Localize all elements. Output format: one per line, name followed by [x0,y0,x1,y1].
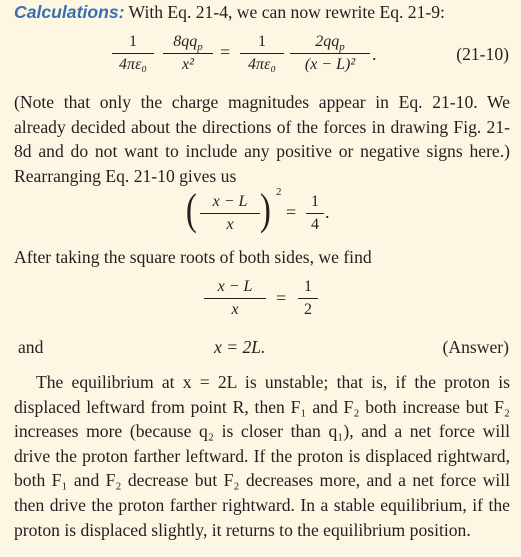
eq1-frac-1-den: 4πε₀ [119,56,147,73]
eq1-period: . [372,44,377,64]
eq3-frac [204,277,266,320]
eq1-frac-4-num: $2qq_p$ [290,32,370,54]
eq1-equals: = [220,42,231,62]
eq1-frac-4 [290,32,370,75]
calculations-heading: Calculations: [14,2,125,22]
eq3-frac-num: x − L [204,277,266,299]
eq1-frac-3-num: 1 [240,32,284,54]
eq3-frac-den: x [231,301,239,318]
eq2-frac-num: x − L [200,192,260,214]
eq1-frac-2-num: $8qq_p$ [163,32,213,54]
eq2-rhs-num: 1 [306,192,324,214]
eq2-rhs-frac [306,192,324,235]
eq1-frac-4-den: (x − L)² [304,56,356,73]
eq1-frac-2 [163,32,213,75]
eq2-left-paren: ( [185,185,197,234]
eq2-period: . [325,202,330,222]
answer-and: and [18,337,44,357]
answer-tag: (Answer) [442,337,509,357]
eq2-exponent: 2 [276,186,282,198]
eq1-frac-3-den: 4πε₀ [248,56,276,73]
paragraph-note: (Note that only the charge magnitudes appear in Eq. 21-10. We already decided about the directions of the forces in drawing Fig. 21-8d and do not want to include any positive or negative signs here.) Rearranging Eq. 21-10 gives us [14,92,510,186]
eq2-frac [200,192,260,235]
eq3-equals: = [276,288,287,308]
paragraph-equilibrium: The equilibrium at x = 2L is unstable; that is, if the proton is displaced leftward from point R, then F₁ and F₂ both increase but F₂ increases more (because q₂ is closer than q₁), and a net force will drive the proton farther leftward. If the proton is displaced rightward, both F₁ and F₂ decrease but F₂ decreases more, and a net force will then drive the proton farther rightward. In a stable equilibrium, if the proton is displaced slightly, it returns to the equilibrium position. [14,372,510,540]
eq2-rhs-den: 4 [311,216,319,233]
equation-number: (21-10) [456,44,509,64]
eq3-rhs-frac [298,277,318,320]
eq3-rhs-num: 1 [298,277,318,299]
answer-expression: x = 2L. [214,337,266,357]
eq2-equals: = [286,202,297,222]
eq1-frac-1 [112,32,154,75]
eq1-frac-2-den: x² [182,56,194,73]
paragraph-square-roots: After taking the square roots of both sides, we find [14,247,372,267]
eq2-right-paren: ) [259,185,271,234]
calculations-intro [14,0,510,25]
eq1-frac-1-num: 1 [112,32,154,54]
calculations-intro-text: With Eq. 21-4, we can now rewrite Eq. 21-9: [124,2,445,22]
eq1-frac-3 [240,32,284,75]
eq3-rhs-den: 2 [304,301,312,318]
eq2-frac-den: x [226,216,234,233]
